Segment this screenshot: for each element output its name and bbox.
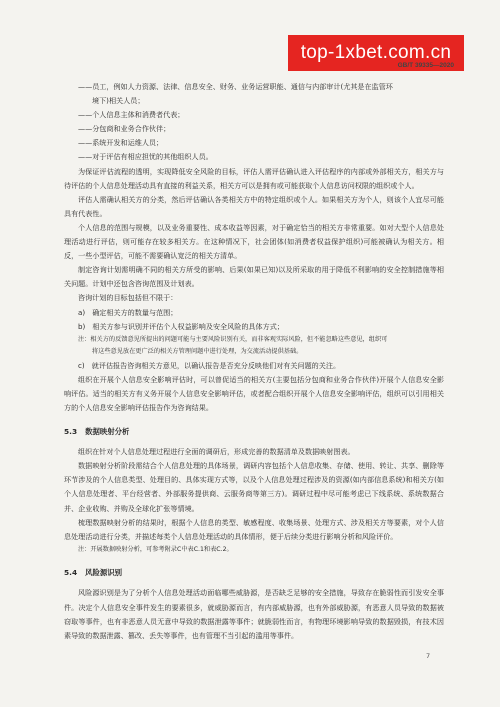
section-title: 风险源识别: [85, 568, 123, 578]
note-text: 注：开展数据映射分析，可参考附录C中表C.1和表C.2。: [78, 545, 233, 553]
section-number: 5.4: [64, 568, 78, 578]
page-number: 7: [426, 652, 431, 660]
paragraph: 为保证评估流程的透明，实现降低安全风险的目标，评估人需评估确认进入评估程序的内部或外部相关方，相关方与待评估的个人信息处理活动具有直接的利益关系，相关方可以是拥有或可能获取个人信息访问权限的组织或个人。: [64, 166, 444, 190]
list-item: ——个人信息主体和消费者代表；: [78, 110, 185, 120]
paragraph: 数据映射分析阶段需结合个人信息处理的具体场景，调研内容包括个人信息收集、存储、使用、转让、共享、删除等环节涉及的个人信息类型、处理目的、具体实现方式等，以及个人信息处理过程涉及的资源(如内部信息系统)和相关方(如个人信息处理者、平台经营者、外部服务提供商、云服务商等第三方)。调研过程中尽可能考虑已下线系统、系统数据合并、企业收购、并购及全球化扩张等情境。: [64, 461, 444, 513]
section-heading: [64, 566, 444, 580]
paragraph: 风险源识别是为了分析个人信息处理活动面临哪些威胁源，是否缺乏足够的安全措施，导致存在脆弱性而引发安全事件。决定个人信息安全事件发生的要素很多，就威胁源而言，有内部威胁源，也有外部威胁源，有恶意人员导致的数据被窃取等事件，也有非恶意人员无意中导致的数据泄露等事件；就脆弱性而言，有物理环境影响导致的数据毁损，有技术因素导致的数据泄露、篡改、丢失等事件，也有管理不当引起的滥用等事件。: [64, 588, 444, 640]
standard-number: GB/T 39335—2020: [397, 62, 454, 69]
paragraph: 评估人需确认相关方的分类，然后评估确认各类相关方中的特定组织或个人。如果相关方为个人，则该个人宜尽可能具有代表性。: [64, 194, 444, 218]
list-item: ——员工，例如人力资源、法律、信息安全、财务、业务运营职能、通信与内部审计(尤其是在监管环: [78, 82, 393, 91]
paragraph: 梳理数据映射分析的结果时，根据个人信息的类型、敏感程度、收集场景、处理方式、涉及相关方等要素，对个人信息处理活动进行分类，并描述每类个人信息处理活动的具体情形，便于后续分类进行影响分析和风险评价。: [64, 517, 444, 541]
list-item: ——分包商和业务合作伙伴；: [78, 124, 171, 134]
watermark-banner: top-1xbet.com.cn: [288, 35, 464, 71]
paragraph: 组织在针对个人信息处理过程进行全面的调研后，形成完善的数据清单及数据映射图表。: [78, 447, 355, 457]
note-text: 注：相关方的反馈意见所提出的问题可能与主要风险识别有关，而非客观实际风险，但不能忽略这些意见，组织可: [78, 335, 388, 343]
paragraph: 组织在开展个人信息安全影响评估时，可以曾促适当的相关方(主要包括分包商和业务合作伙伴)开展个人信息安全影响评估。适当的相关方有义务开展个人信息安全影响评估，或者配合组织开展个人信息安全影响评估，组织可以引用相关方的个人信息安全影响评估报告作为咨询结果。: [64, 374, 444, 412]
paragraph: 个人信息的范围与规模，以及业务重要性、成本收益等因素，对于确定恰当的相关方非常重要。如对大型个人信息处理活动进行评估，则可能存在较多相关方。在这种情况下，社会团体(如消费者权益保护组织)可能被确认为相关方。相反，一些小型评估，可能不需要确认宽泛的相关方清单。: [64, 222, 444, 261]
list-item: ——系统开发和运维人员；: [78, 138, 164, 148]
section-number: 5.3: [64, 427, 78, 437]
enumerated-item: c) 就评估报告咨询相关方意见，以确认报告是否充分反映他们对有关问题的关注。: [78, 360, 341, 370]
document-body: [64, 80, 444, 643]
list-item-continued: 境下)相关人员；: [92, 96, 145, 106]
section-title: 数据映射分析: [85, 427, 130, 437]
paragraph: 咨询计划的目标包括但不限于：: [78, 293, 178, 303]
enumerated-item: a) 确定相关方的数量与范围；: [78, 307, 178, 317]
note-text-continued: 将这些意见放在更广泛的相关方管理问题中进行处理，为交流活动提供基础。: [92, 348, 303, 356]
enumerated-item: b) 相关方参与识别并评估个人权益影响及安全风险的具体方式；: [78, 321, 284, 331]
paragraph: 制定咨询计划需明确不同的相关方所受的影响、后果(如果已知)以及所采取的用于降低不利影响的安全控制措施等相关问题。计划中还包含咨询范围及计划表。: [64, 265, 444, 289]
list-item: ——对于评估有相应担忧的其他组织人员。: [78, 152, 213, 162]
section-heading: [64, 425, 444, 439]
